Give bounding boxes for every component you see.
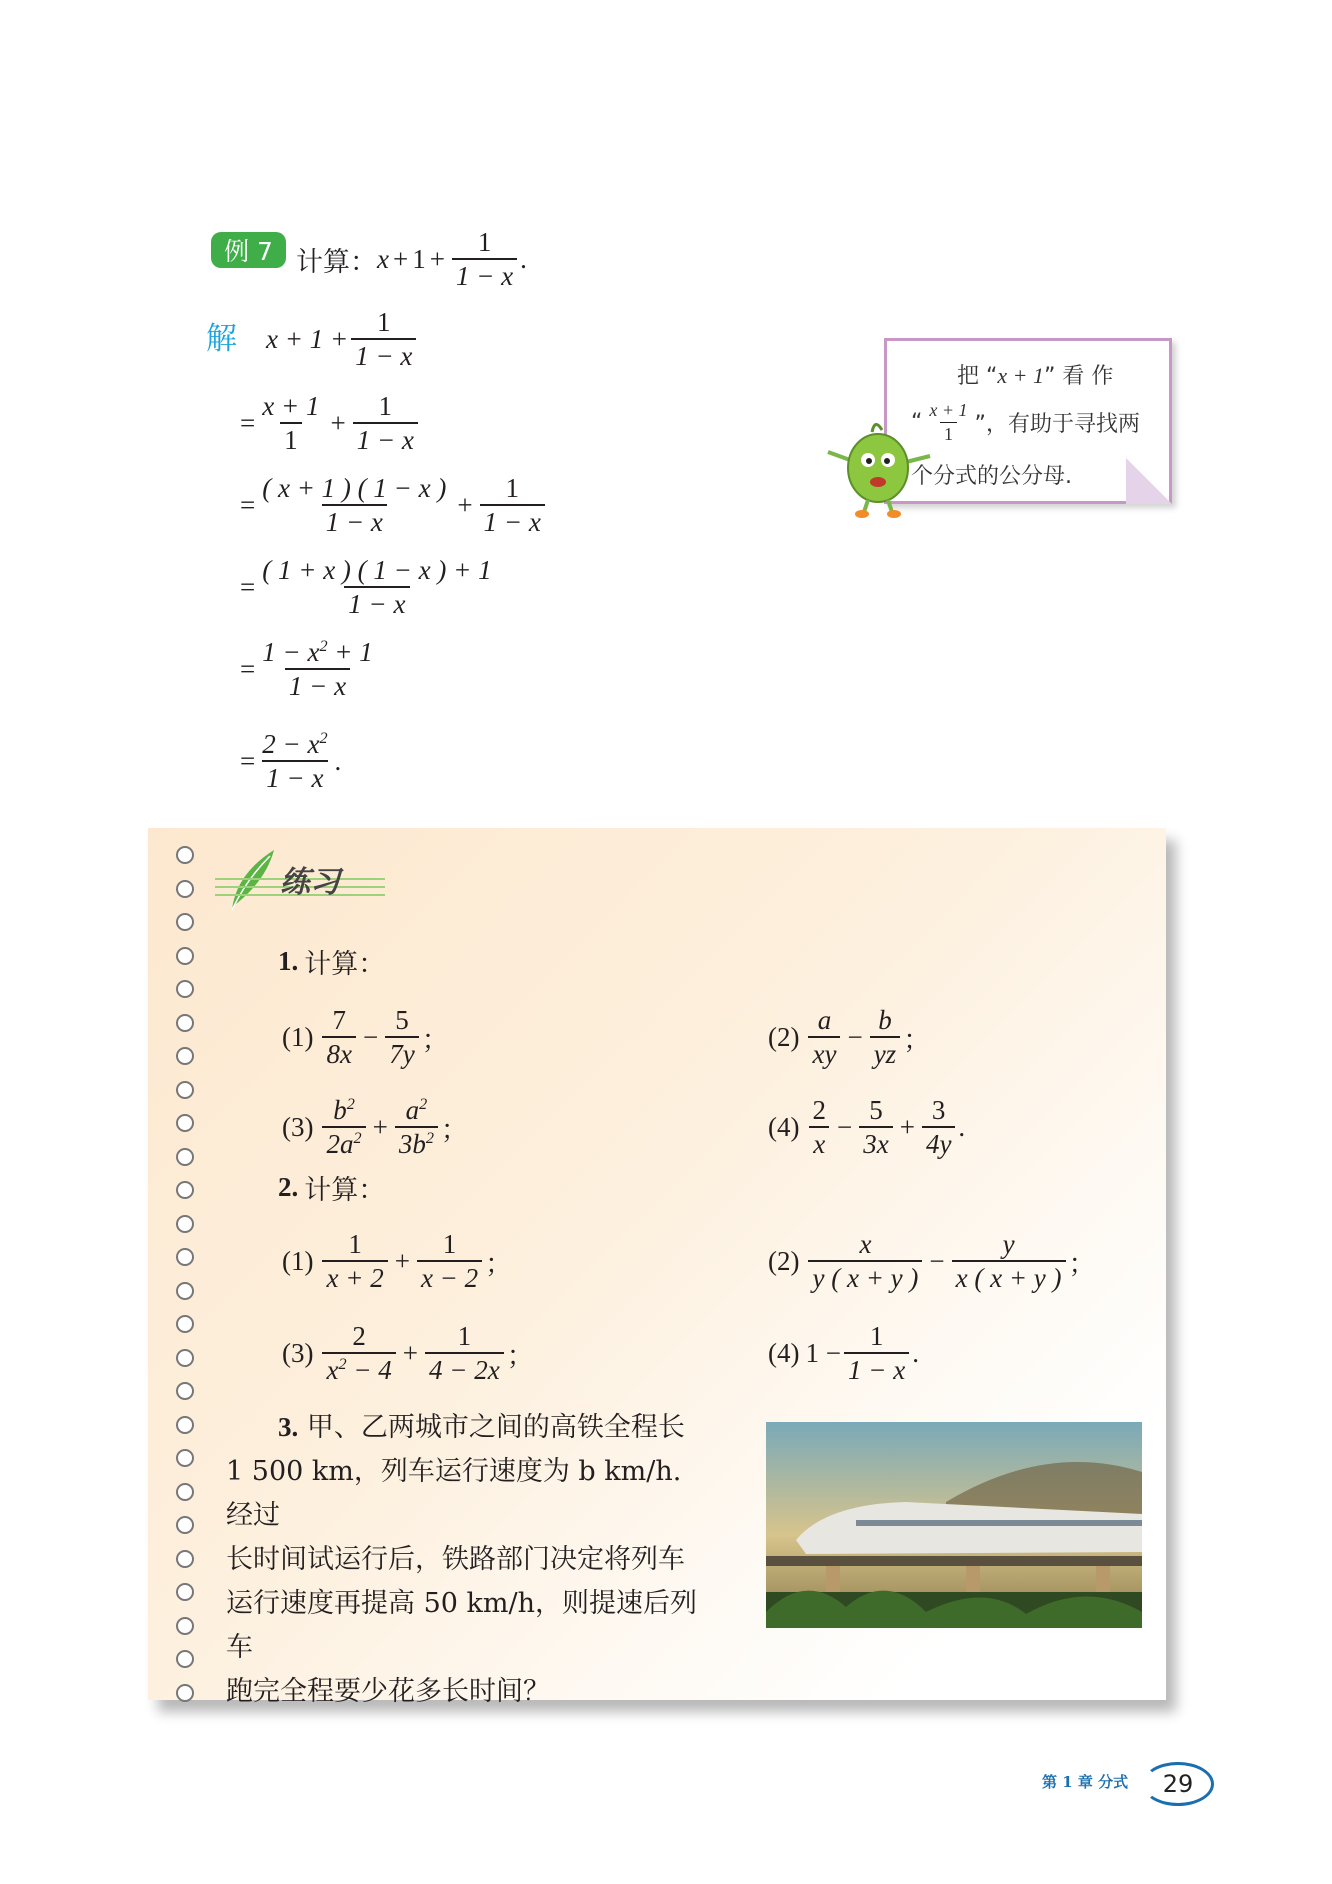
chapter-label: 第 1 章 分式: [1042, 1773, 1129, 1791]
binder-ring-icon: [176, 947, 194, 965]
solution-step-1: = $\frac{x + 1}{1}$ + $\frac{1}{1 - x}$: [240, 392, 421, 455]
q2-part-1: (1) $\frac{1}{x + 2}$ + $\frac{1}{x - 2}$ ；: [282, 1229, 513, 1294]
binder-ring-icon: [176, 1315, 194, 1333]
q1-part-2: (2) $\frac{a}{xy}$ − $\frac{b}{yz}$ ；: [768, 1005, 931, 1070]
binder-ring-icon: [176, 1617, 194, 1635]
question-3-text: 3. 甲、乙两城市之间的高铁全程长 1 500 km，列车运行速度为 b km/h. 经过 长时间试运行后，铁路部门决定将列车 运行速度再提高 50 km/h，则提速后列车 跑完全程要少花多长时间？: [226, 1412, 697, 1707]
binder-ring-icon: [176, 1684, 194, 1702]
example-prompt: 计算：: [296, 246, 377, 278]
binder-ring-icon: [176, 1114, 194, 1132]
practice-title: 练习: [280, 865, 340, 900]
hint-line-2: “ $\frac{x + 1}{1}$ ”，有助于寻找两: [911, 400, 1140, 444]
solution-label: 解: [206, 321, 237, 357]
binder-ring-icon: [176, 1583, 194, 1601]
train-photo: [766, 1422, 1142, 1628]
solution-start: x + 1 + $\frac{1}{1 - x}$: [266, 308, 419, 371]
binder-ring-icon: [176, 1148, 194, 1166]
solution-step-5: = $\frac{2 - x^2}{1 - x}$ .: [240, 729, 342, 794]
binder-ring-icon: [176, 980, 194, 998]
question-2-heading: 2. 计算：: [278, 1172, 386, 1206]
binder-ring-icon: [176, 1081, 194, 1099]
binder-ring-icon: [176, 1416, 194, 1434]
binder-ring-icon: [176, 1550, 194, 1568]
hint-line-3: 个分式的公分母.: [911, 464, 1072, 489]
example-badge: 例 7: [211, 232, 286, 268]
page-curl: [1126, 458, 1172, 504]
solution-step-3: = $\frac{( 1 + x ) ( 1 - x ) + 1}{1 - x}$: [240, 555, 492, 620]
q1-part-1: (1) $\frac{7}{8x}$ − $\frac{5}{7y}$ ；: [282, 1005, 449, 1070]
solution-step-4: = $\frac{1 - x^2 + 1}{1 - x}$: [240, 637, 373, 702]
q2-part-2: (2) $\frac{x}{y ( x + y )}$ − $\frac{y}{x ( x + y )}$ ；: [768, 1229, 1096, 1294]
q2-part-3: (3) $\frac{2}{x^2 - 4}$ + $\frac{1}{4 - 2x}$ ；: [282, 1321, 534, 1386]
example-expr-x: x: [377, 243, 389, 274]
example-fraction: $\frac{1}{1 - x}$: [452, 228, 517, 291]
q2-part-4: (4) 1 − $\frac{1}{1 - x}$ .: [768, 1321, 919, 1386]
binder-ring-icon: [176, 1650, 194, 1668]
page-number: 29: [1142, 1762, 1214, 1806]
hint-line-1: 把 “x + 1” 看 作: [957, 363, 1114, 389]
binder-ring-icon: [176, 1014, 194, 1032]
question-1-heading: 1. 计算：: [278, 946, 386, 980]
binder-ring-icon: [176, 846, 194, 864]
binder-ring-icon: [176, 1449, 194, 1467]
mascot-icon: [820, 410, 940, 520]
binder-ring-icon: [176, 880, 194, 898]
q1-part-3: (3) $\frac{b^2}{2a^2}$ + $\frac{a^2}{3b^2}$ ；: [282, 1095, 468, 1160]
example-statement: 计算： x + 1 + $\frac{1}{1 - x}$ .: [296, 227, 527, 292]
binder-ring-icon: [176, 1382, 194, 1400]
binder-ring-icon: [176, 1248, 194, 1266]
solution-step-2: = $\frac{( x + 1 ) ( 1 - x )}{1 - x}$ + $\frac{1}{1 - x}$: [240, 474, 548, 537]
binder-ring-icon: [176, 913, 194, 931]
binder-ring-icon: [176, 1516, 194, 1534]
binder-ring-icon: [176, 1349, 194, 1367]
q1-part-4: (4) $\frac{2}{x}$ − $\frac{5}{3x}$ + $\frac{3}{4y}$ .: [768, 1095, 966, 1160]
binder-ring-icon: [176, 1181, 194, 1199]
binder-ring-icon: [176, 1282, 194, 1300]
binder-ring-icon: [176, 1047, 194, 1065]
binder-ring-icon: [176, 1483, 194, 1501]
binder-ring-icon: [176, 1215, 194, 1233]
